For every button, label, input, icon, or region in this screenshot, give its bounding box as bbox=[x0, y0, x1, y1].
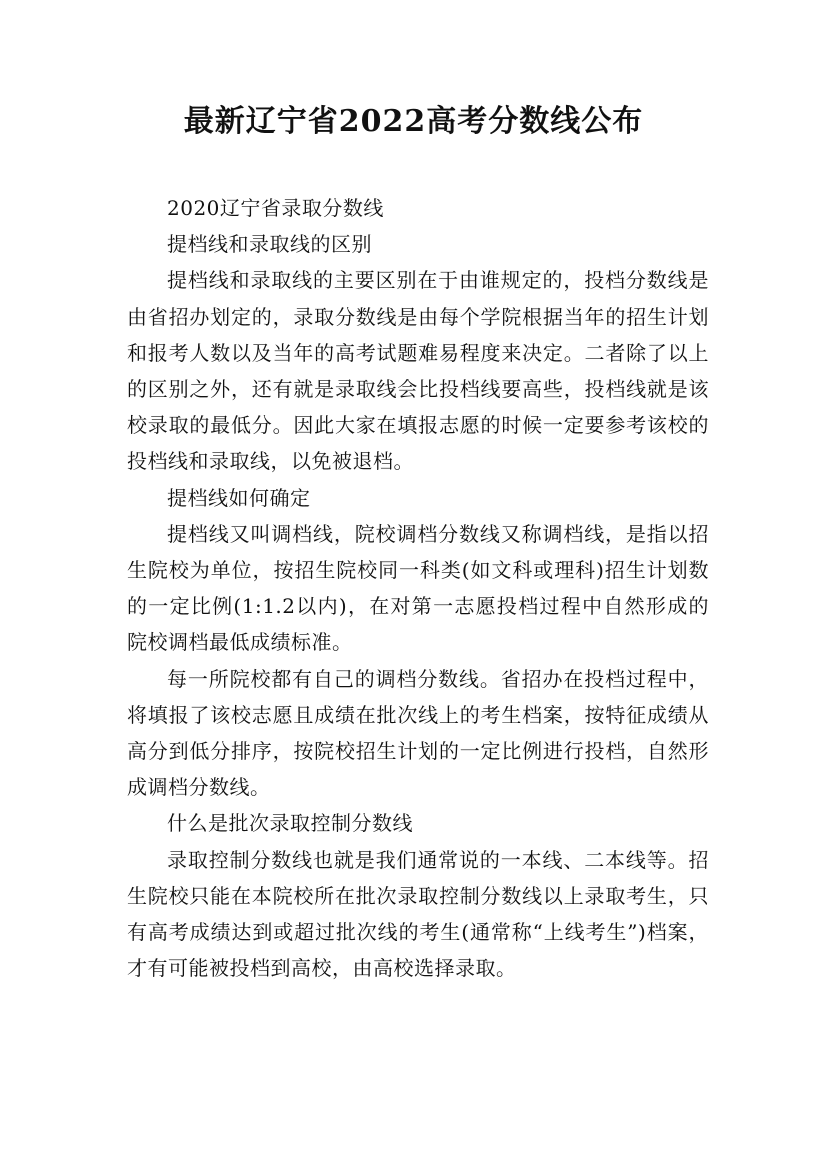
paragraph-heading-difference: 提档线和录取线的区别 bbox=[167, 232, 372, 257]
paragraph-heading-2020-scores: 2020辽宁省录取分数线 bbox=[167, 196, 384, 220]
paragraph-difference-explanation: 提档线和录取线的主要区别在于由谁规定的，投档分数线是由省招办划定的，录取分数线是由每个学院根据当年的招生计划和报考人数以及当年的高考试题难易程度来决定。二者除了以上的区别之外，还有就是录取线会比投档线要高些，投档线就是该校录取的最低分。因此大家在填报志愿的时候一定要参考该校的投档线和录取线，以免被退档。 bbox=[127, 268, 709, 474]
paragraph-tidang-definition: 提档线又叫调档线，院校调档分数线又称调档线，是指以招生院校为单位，按招生院校同一科类(如文科或理科)招生计划数的一定比例(1:1.2以内)，在对第一志愿投档过程中自然形成的院校调档最低成绩标准。 bbox=[127, 521, 709, 655]
paragraph-heading-batch-control: 什么是批次录取控制分数线 bbox=[167, 811, 413, 836]
document-title: 最新辽宁省2022高考分数线公布 bbox=[183, 104, 644, 139]
paragraph-batch-control-explanation: 录取控制分数线也就是我们通常说的一本线、二本线等。招生院校只能在本院校所在批次录取控制分数线以上录取考生，只有高考成绩达到或超过批次线的考生(通常称“上线考生”)档案，才有可能被投档到高校，由高校选择录取。 bbox=[127, 847, 709, 981]
paragraph-heading-how-determined: 提档线如何确定 bbox=[167, 485, 311, 510]
paragraph-each-school-line: 每一所院校都有自己的调档分数线。省招办在投档过程中，将填报了该校志愿且成绩在批次线上的考生档案，按特征成绩从高分到低分排序，按院校招生计划的一定比例进行投档，自然形成调档分数线。 bbox=[127, 666, 709, 800]
document-body bbox=[127, 190, 709, 986]
